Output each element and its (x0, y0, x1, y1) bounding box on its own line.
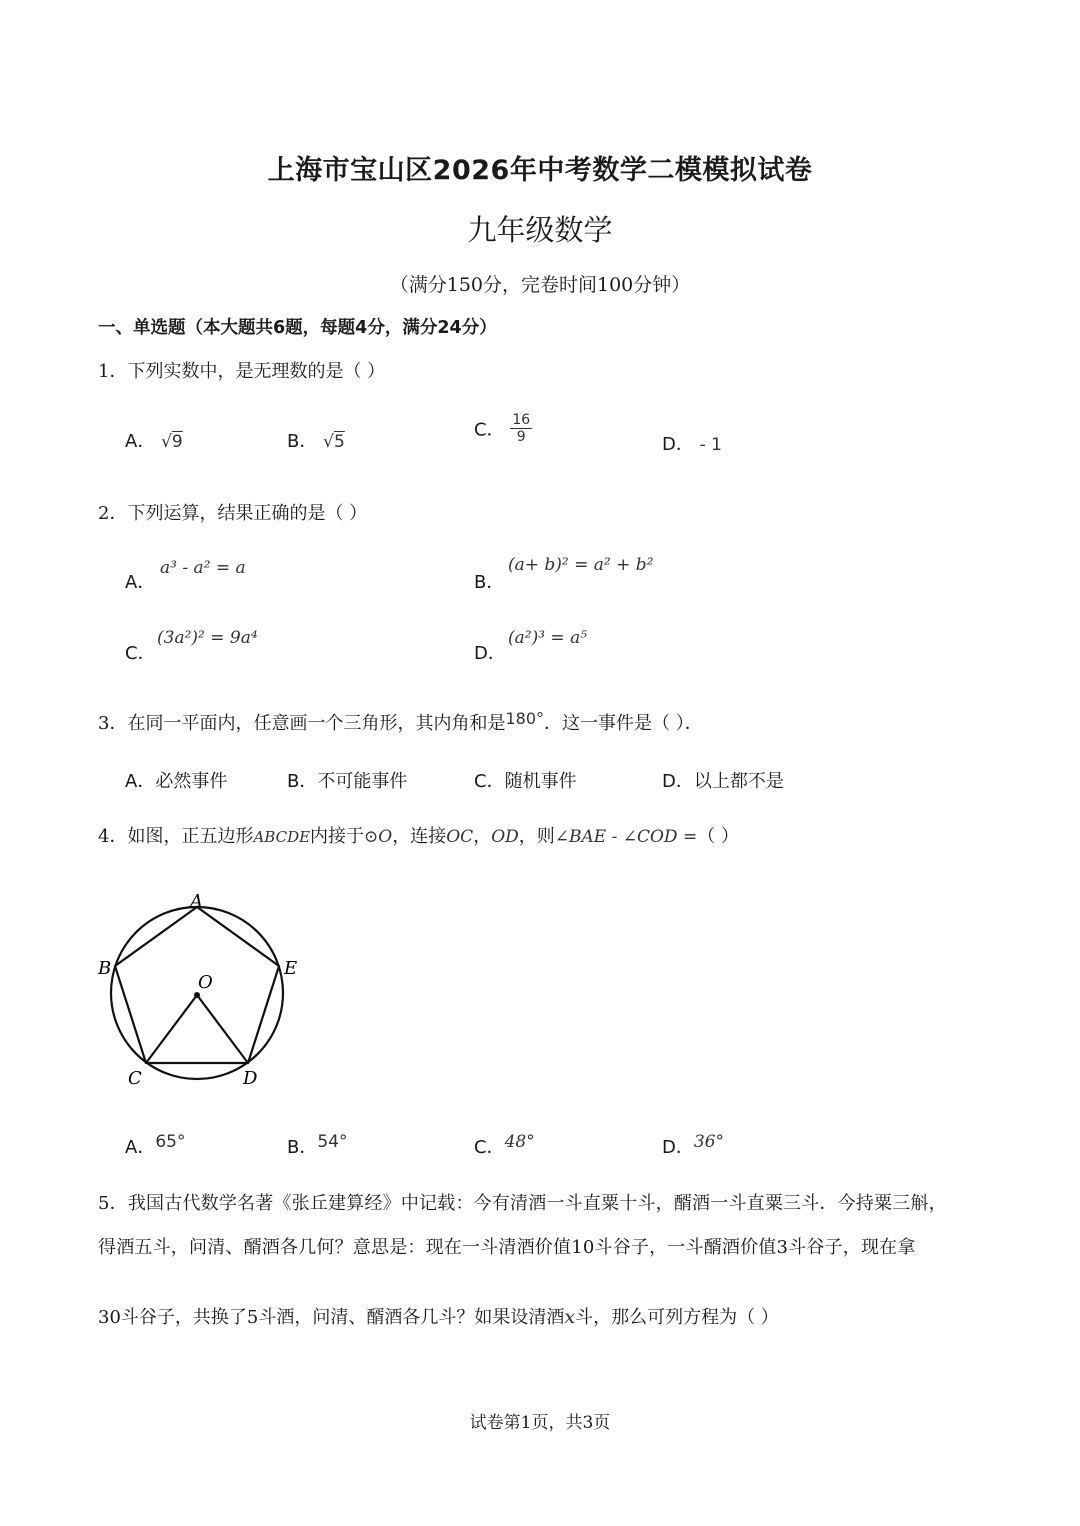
page-footer: 试卷第1页，共3页 (469, 1413, 611, 1433)
q1-option-a (125, 427, 183, 453)
option-label: D． (662, 434, 694, 455)
q1-option-d (662, 430, 722, 456)
q3-option-d: D．以上都不是 (662, 771, 784, 792)
option-label: C． (474, 419, 505, 441)
q2-option-d-label: D． (474, 643, 506, 664)
q1-option-b (287, 427, 345, 453)
segment-od (197, 995, 248, 1063)
exam-note: （满分150分，完卷时间100分钟） (389, 274, 691, 296)
sqrt-expression: √5 (323, 432, 345, 452)
question-5-line-3: 30斗谷子，共换了5斗酒，问清、醑酒各几斗？如果设清酒x斗，那么可列方程为（ ） (98, 1306, 779, 1328)
q2-option-b-label: B． (474, 572, 505, 593)
fraction: $\frac{16}{9}$ (512, 412, 531, 445)
vertex-label-c: C (128, 1068, 142, 1089)
vertex-label-e: E (284, 958, 298, 979)
q3-option-b: B．不可能事件 (287, 771, 408, 792)
angle-value: 180° (505, 709, 544, 728)
center-label-o: O (198, 972, 213, 993)
q2-option-c-label: C． (125, 643, 156, 664)
q2-option-d-expr: (a²)³ = a⁵ (508, 628, 588, 648)
section-heading: 一、单选题（本大题共6题，每题4分，满分24分） (98, 318, 497, 338)
question-1-stem: 1．下列实数中，是无理数的是（ ） (98, 361, 386, 382)
q2-option-a-expr: a³ - a² = a (160, 558, 246, 578)
question-5-line-1: 5．我国古代数学名著《张丘建算经》中记载：今有清酒一斗直粟十斗，醑酒一斗直粟三斗．今持粟三斛， (98, 1193, 947, 1214)
exam-title: 上海市宝山区2026年中考数学二模模拟试卷 (267, 155, 813, 186)
question-5-line-2: 得酒五斗，问清、醑酒各几何？意思是：现在一斗清酒价值10斗谷子，一斗醑酒价值3斗谷子，现在拿 (98, 1237, 916, 1258)
q2-option-a-label: A． (125, 572, 156, 593)
vertex-label-a: A (190, 891, 203, 912)
q3-option-a: A．必然事件 (125, 771, 228, 792)
segment-oc (146, 995, 197, 1063)
option-value: - 1 (699, 435, 722, 455)
exam-subtitle: 九年级数学 (467, 213, 613, 247)
q2-option-b-expr: (a+ b)² = a² + b² (508, 555, 654, 575)
option-label: A． (125, 431, 156, 452)
q2-option-c-expr: (3a²)² = 9a⁴ (157, 628, 258, 648)
pentagon-circle-figure (90, 880, 320, 1095)
q1-option-c (474, 412, 532, 445)
vertex-label-b: B (98, 958, 112, 979)
vertex-label-d: D (243, 1068, 258, 1089)
question-2-stem: 2．下列运算，结果正确的是（ ） (98, 503, 368, 524)
q4-option-a: A．65° (125, 1132, 186, 1158)
question-3-stem: 3．在同一平面内，任意画一个三角形，其内角和是180°．这一事件是（ ）． (98, 709, 703, 734)
q3-option-c: C．随机事件 (474, 771, 577, 792)
q4-option-d: D．36° (662, 1132, 725, 1158)
sqrt-expression: √9 (161, 432, 183, 452)
q4-option-c: C．48° (474, 1132, 535, 1158)
q4-option-b: B．54° (287, 1132, 348, 1158)
option-label: B． (287, 431, 318, 452)
question-4-stem: 4．如图，正五边形ABCDE内接于⊙O，连接OC，OD，则∠BAE - ∠COD =（ ） (98, 826, 739, 847)
